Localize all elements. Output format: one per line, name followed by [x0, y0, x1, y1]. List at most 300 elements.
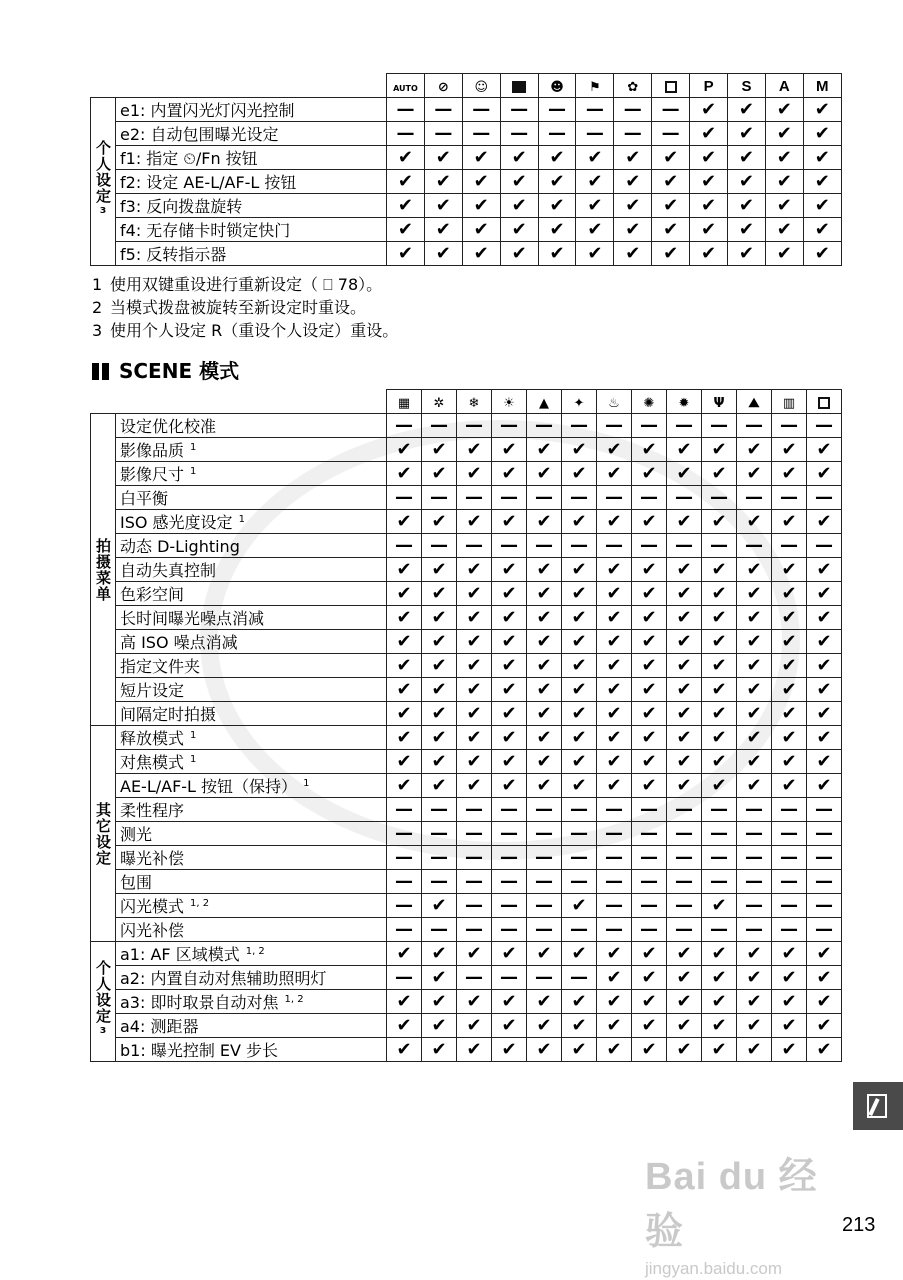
row-label	[116, 726, 387, 750]
check-mark-icon: ✔	[562, 774, 597, 798]
mode-header-cell	[702, 390, 737, 414]
check-mark-icon: ✔	[702, 606, 737, 630]
mode-header-cell	[424, 74, 462, 98]
check-mark-icon: ✔	[807, 510, 842, 534]
group-label: 拍摄菜单	[91, 414, 116, 726]
check-mark-icon: ✔	[422, 750, 457, 774]
dash-mark: —	[492, 894, 527, 918]
check-mark-icon: ✔	[457, 990, 492, 1014]
check-mark-icon: ✔	[387, 1038, 422, 1062]
dash-mark: —	[457, 534, 492, 558]
row-label-text: a4: 测距器	[120, 1017, 199, 1036]
dash-mark: —	[807, 534, 842, 558]
dash-mark: —	[807, 870, 842, 894]
dash-mark: —	[457, 918, 492, 942]
row-label-text: AE-L/AF-L 按钮（保持）	[120, 777, 298, 796]
dash-mark: —	[562, 870, 597, 894]
row-label	[116, 870, 387, 894]
mode-letter: P	[703, 78, 714, 95]
check-mark-icon: ✔	[422, 894, 457, 918]
check-mark-icon: ✔	[728, 194, 766, 218]
check-mark-icon: ✔	[492, 702, 527, 726]
dash-mark: —	[807, 822, 842, 846]
check-mark-icon: ✔	[702, 510, 737, 534]
check-mark-icon: ✔	[462, 194, 500, 218]
dash-mark: —	[632, 486, 667, 510]
top-compatibility-table	[90, 73, 842, 266]
row-label	[116, 146, 387, 170]
check-mark-icon: ✔	[387, 218, 425, 242]
group-label: 个人设定³	[91, 98, 116, 266]
check-mark-icon: ✔	[803, 146, 841, 170]
dash-mark: —	[387, 534, 422, 558]
mode-header-cell	[562, 390, 597, 414]
dash-mark: —	[457, 414, 492, 438]
check-mark-icon: ✔	[667, 582, 702, 606]
check-mark-icon: ✔	[576, 194, 614, 218]
check-mark-icon: ✔	[737, 654, 772, 678]
row-label-text: 高 ISO 噪点消减	[120, 633, 238, 652]
dash-mark: —	[457, 894, 492, 918]
check-mark-icon: ✔	[562, 606, 597, 630]
check-mark-icon: ✔	[422, 582, 457, 606]
check-mark-icon: ✔	[562, 894, 597, 918]
dash-mark: —	[597, 534, 632, 558]
table-row	[91, 918, 842, 942]
check-mark-icon: ✔	[702, 726, 737, 750]
dash-mark: —	[457, 822, 492, 846]
check-mark-icon: ✔	[737, 678, 772, 702]
dash-mark: —	[562, 846, 597, 870]
table-row	[91, 146, 842, 170]
check-mark-icon: ✔	[807, 1038, 842, 1062]
check-mark-icon: ✔	[492, 510, 527, 534]
mode-header-cell	[803, 74, 841, 98]
mode-icon: ⊘	[437, 80, 449, 95]
check-mark-icon: ✔	[538, 218, 576, 242]
dash-mark: —	[807, 894, 842, 918]
check-mark-icon: ✔	[387, 654, 422, 678]
mode-header-cell	[457, 390, 492, 414]
check-mark-icon: ✔	[527, 774, 562, 798]
dash-mark: —	[772, 534, 807, 558]
check-mark-icon: ✔	[457, 606, 492, 630]
group-label: 其它设定	[91, 726, 116, 942]
row-label	[116, 966, 387, 990]
check-mark-icon: ✔	[702, 702, 737, 726]
check-mark-icon: ✔	[462, 170, 500, 194]
dash-mark: —	[667, 918, 702, 942]
mode-header-cell	[807, 390, 842, 414]
check-mark-icon: ✔	[492, 726, 527, 750]
dash-mark: —	[737, 894, 772, 918]
check-mark-icon: ✔	[492, 558, 527, 582]
landscape-mode-icon	[512, 81, 526, 93]
check-mark-icon: ✔	[690, 122, 728, 146]
dash-mark: —	[387, 966, 422, 990]
check-mark-icon: ✔	[702, 438, 737, 462]
row-label	[116, 846, 387, 870]
check-mark-icon: ✔	[492, 438, 527, 462]
check-mark-icon: ✔	[538, 170, 576, 194]
dash-mark: —	[632, 846, 667, 870]
check-mark-icon: ✔	[457, 1038, 492, 1062]
mode-letter: A	[778, 78, 790, 95]
heading-marker-icon	[102, 363, 109, 380]
row-label	[116, 414, 387, 438]
check-mark-icon: ✔	[597, 1038, 632, 1062]
row-label	[116, 1014, 387, 1038]
check-mark-icon: ✔	[422, 1038, 457, 1062]
row-label-text: 闪光补偿	[120, 921, 185, 940]
table-row	[91, 678, 842, 702]
check-mark-icon: ✔	[492, 1038, 527, 1062]
check-mark-icon: ✔	[807, 990, 842, 1014]
check-mark-icon: ✔	[422, 726, 457, 750]
check-mark-icon: ✔	[632, 1038, 667, 1062]
check-mark-icon: ✔	[728, 170, 766, 194]
mode-icon: ✹	[678, 396, 690, 411]
check-mark-icon: ✔	[500, 146, 538, 170]
check-mark-icon: ✔	[772, 558, 807, 582]
dash-mark: —	[632, 894, 667, 918]
footnotes	[92, 273, 398, 342]
check-mark-icon: ✔	[652, 170, 690, 194]
check-mark-icon: ✔	[667, 1014, 702, 1038]
dash-mark: —	[457, 846, 492, 870]
dash-mark: —	[387, 870, 422, 894]
check-mark-icon: ✔	[772, 726, 807, 750]
row-label-text: 释放模式	[120, 729, 185, 748]
row-label-text: 色彩空间	[120, 585, 185, 604]
mode-header-cell	[422, 390, 457, 414]
mode-header-cell	[772, 390, 807, 414]
dash-mark: —	[387, 414, 422, 438]
footnote-1: 1 使用双键重设进行重新设定（ ⎕ 78）。	[92, 275, 383, 294]
check-mark-icon: ✔	[807, 678, 842, 702]
dash-mark: —	[597, 846, 632, 870]
row-label	[116, 1038, 387, 1062]
check-mark-icon: ✔	[387, 1014, 422, 1038]
check-mark-icon: ✔	[772, 438, 807, 462]
dash-mark: —	[632, 870, 667, 894]
check-mark-icon: ✔	[702, 1038, 737, 1062]
check-mark-icon: ✔	[527, 582, 562, 606]
mode-header-cell	[690, 74, 728, 98]
row-label	[116, 462, 387, 486]
check-mark-icon: ✔	[667, 942, 702, 966]
dash-mark: —	[702, 798, 737, 822]
check-mark-icon: ✔	[728, 98, 766, 122]
check-mark-icon: ✔	[597, 726, 632, 750]
check-mark-icon: ✔	[772, 990, 807, 1014]
check-mark-icon: ✔	[422, 1014, 457, 1038]
dash-mark: —	[772, 894, 807, 918]
dash-mark: —	[527, 822, 562, 846]
check-mark-icon: ✔	[702, 582, 737, 606]
dash-mark: —	[667, 534, 702, 558]
dash-mark: —	[387, 894, 422, 918]
check-mark-icon: ✔	[772, 966, 807, 990]
mode-icon: ▥	[782, 396, 796, 411]
dash-mark: —	[387, 822, 422, 846]
dash-mark: —	[424, 98, 462, 122]
check-mark-icon: ✔	[803, 218, 841, 242]
check-mark-icon: ✔	[632, 630, 667, 654]
mode-letter: S	[741, 78, 752, 95]
mode-icon: ☀	[503, 396, 515, 411]
row-label-text: f2: 设定 AE-L/AF-L 按钮	[120, 173, 297, 192]
check-mark-icon: ✔	[728, 218, 766, 242]
dash-mark: —	[424, 122, 462, 146]
dash-mark: —	[527, 534, 562, 558]
table-row	[91, 534, 842, 558]
row-label-text: 测光	[120, 825, 153, 844]
mode-header-cell	[387, 390, 422, 414]
dash-mark: —	[538, 98, 576, 122]
check-mark-icon: ✔	[597, 462, 632, 486]
check-mark-icon: ✔	[527, 606, 562, 630]
check-mark-icon: ✔	[772, 774, 807, 798]
row-label-text: 曝光补偿	[120, 849, 185, 868]
check-mark-icon: ✔	[562, 1014, 597, 1038]
check-mark-icon: ✔	[597, 702, 632, 726]
check-mark-icon: ✔	[667, 702, 702, 726]
row-label	[116, 894, 387, 918]
check-mark-icon: ✔	[457, 678, 492, 702]
check-mark-icon: ✔	[492, 462, 527, 486]
check-mark-icon: ✔	[772, 750, 807, 774]
dash-mark: —	[597, 798, 632, 822]
check-mark-icon: ✔	[387, 606, 422, 630]
mode-header-cell	[492, 390, 527, 414]
row-label-text: f1: 指定 ⏲/Fn 按钮	[120, 149, 258, 168]
row-label-text: b1: 曝光控制 EV 步长	[120, 1041, 279, 1060]
check-mark-icon: ✔	[737, 942, 772, 966]
check-mark-icon: ✔	[807, 606, 842, 630]
mode-header-cell	[500, 74, 538, 98]
dash-mark: —	[737, 798, 772, 822]
dash-mark: —	[614, 122, 652, 146]
dash-mark: —	[807, 798, 842, 822]
check-mark-icon: ✔	[562, 462, 597, 486]
check-mark-icon: ✔	[422, 654, 457, 678]
check-mark-icon: ✔	[562, 438, 597, 462]
check-mark-icon: ✔	[597, 966, 632, 990]
check-mark-icon: ✔	[702, 750, 737, 774]
chapter-tab	[853, 1082, 903, 1130]
dash-mark: —	[492, 414, 527, 438]
check-mark-icon: ✔	[527, 1038, 562, 1062]
check-mark-icon: ✔	[576, 218, 614, 242]
check-mark-icon: ✔	[667, 990, 702, 1014]
dash-mark: —	[667, 870, 702, 894]
check-mark-icon: ✔	[632, 654, 667, 678]
mode-icon: ✺	[643, 396, 655, 411]
check-mark-icon: ✔	[500, 194, 538, 218]
dash-mark: —	[562, 414, 597, 438]
check-mark-icon: ✔	[772, 606, 807, 630]
mode-header-cell	[632, 390, 667, 414]
check-mark-icon: ✔	[807, 438, 842, 462]
check-mark-icon: ✔	[597, 750, 632, 774]
dash-mark: —	[772, 846, 807, 870]
check-mark-icon: ✔	[492, 774, 527, 798]
check-mark-icon: ✔	[527, 654, 562, 678]
mode-icon: ⛰	[748, 396, 760, 411]
baidu-logo: Bai du 经验	[645, 1156, 818, 1253]
check-mark-icon: ✔	[652, 218, 690, 242]
row-label-text: f3: 反向拨盘旋转	[120, 197, 243, 216]
check-mark-icon: ✔	[597, 558, 632, 582]
dash-mark: —	[457, 966, 492, 990]
check-mark-icon: ✔	[387, 146, 425, 170]
dash-mark: —	[632, 798, 667, 822]
check-mark-icon: ✔	[457, 630, 492, 654]
check-mark-icon: ✔	[597, 582, 632, 606]
check-mark-icon: ✔	[728, 146, 766, 170]
dash-mark: —	[562, 966, 597, 990]
check-mark-icon: ✔	[667, 726, 702, 750]
check-mark-icon: ✔	[765, 170, 803, 194]
row-label	[116, 438, 387, 462]
row-label	[116, 122, 387, 146]
check-mark-icon: ✔	[422, 990, 457, 1014]
check-mark-icon: ✔	[807, 582, 842, 606]
check-mark-icon: ✔	[422, 702, 457, 726]
check-mark-icon: ✔	[614, 194, 652, 218]
check-mark-icon: ✔	[632, 966, 667, 990]
check-mark-icon: ✔	[737, 462, 772, 486]
table-header-row	[91, 390, 842, 414]
check-mark-icon: ✔	[632, 1014, 667, 1038]
dash-mark: —	[387, 486, 422, 510]
mode-icon: ✿	[627, 80, 639, 95]
table-header-row	[91, 74, 842, 98]
check-mark-icon: ✔	[538, 146, 576, 170]
check-mark-icon: ✔	[667, 462, 702, 486]
mode-icon: ♨	[608, 396, 620, 411]
check-mark-icon: ✔	[737, 702, 772, 726]
row-label-text: a1: AF 区域模式	[120, 945, 240, 964]
dash-mark: —	[702, 414, 737, 438]
footnote-ref: 1, 2	[245, 946, 265, 957]
row-label-text: a3: 即时取景自动对焦	[120, 993, 279, 1012]
check-mark-icon: ✔	[667, 630, 702, 654]
dash-mark: —	[772, 822, 807, 846]
check-mark-icon: ✔	[424, 146, 462, 170]
check-mark-icon: ✔	[803, 122, 841, 146]
row-label	[116, 98, 387, 122]
check-mark-icon: ✔	[690, 218, 728, 242]
check-mark-icon: ✔	[772, 630, 807, 654]
check-mark-icon: ✔	[422, 510, 457, 534]
dash-mark: —	[632, 534, 667, 558]
dash-mark: —	[527, 918, 562, 942]
check-mark-icon: ✔	[492, 1014, 527, 1038]
footnote-ref: 1	[238, 514, 245, 525]
row-label-text: 闪光模式	[120, 897, 185, 916]
check-mark-icon: ✔	[597, 510, 632, 534]
dash-mark: —	[737, 846, 772, 870]
mode-header-cell	[614, 74, 652, 98]
check-mark-icon: ✔	[527, 510, 562, 534]
check-mark-icon: ✔	[737, 582, 772, 606]
dash-mark: —	[807, 846, 842, 870]
check-mark-icon: ✔	[527, 678, 562, 702]
dash-mark: —	[527, 798, 562, 822]
footnote-ref: 1, 2	[190, 898, 210, 909]
dash-mark: —	[462, 98, 500, 122]
row-label	[116, 990, 387, 1014]
table-row	[91, 486, 842, 510]
check-mark-icon: ✔	[632, 726, 667, 750]
dash-mark: —	[702, 918, 737, 942]
check-mark-icon: ✔	[562, 630, 597, 654]
check-mark-icon: ✔	[387, 438, 422, 462]
check-mark-icon: ✔	[527, 558, 562, 582]
mode-icon: ✲	[433, 396, 445, 411]
check-mark-icon: ✔	[772, 942, 807, 966]
dash-mark: —	[597, 894, 632, 918]
check-mark-icon: ✔	[457, 702, 492, 726]
check-mark-icon: ✔	[702, 678, 737, 702]
dash-mark: —	[492, 798, 527, 822]
check-mark-icon: ✔	[632, 510, 667, 534]
check-mark-icon: ✔	[652, 146, 690, 170]
check-mark-icon: ✔	[527, 438, 562, 462]
dash-mark: —	[667, 822, 702, 846]
check-mark-icon: ✔	[387, 558, 422, 582]
row-label	[116, 486, 387, 510]
table-row	[91, 750, 842, 774]
footnote-3: 3 使用个人设定 R（重设个人设定）重设。	[92, 321, 399, 340]
check-mark-icon: ✔	[737, 558, 772, 582]
check-mark-icon: ✔	[457, 558, 492, 582]
check-mark-icon: ✔	[737, 1038, 772, 1062]
scene-compatibility-table	[90, 389, 842, 1062]
check-mark-icon: ✔	[576, 242, 614, 266]
check-mark-icon: ✔	[387, 630, 422, 654]
check-mark-icon: ✔	[690, 170, 728, 194]
check-mark-icon: ✔	[562, 654, 597, 678]
check-mark-icon: ✔	[807, 942, 842, 966]
check-mark-icon: ✔	[803, 98, 841, 122]
footnote-2: 2 当模式拨盘被旋转至新设定时重设。	[92, 298, 367, 317]
table-row	[91, 1014, 842, 1038]
check-mark-icon: ✔	[457, 438, 492, 462]
check-mark-icon: ✔	[527, 630, 562, 654]
check-mark-icon: ✔	[807, 774, 842, 798]
check-mark-icon: ✔	[765, 194, 803, 218]
table-row	[91, 194, 842, 218]
row-label-text: 影像尺寸	[120, 465, 185, 484]
check-mark-icon: ✔	[492, 678, 527, 702]
check-mark-icon: ✔	[614, 242, 652, 266]
dash-mark: —	[772, 798, 807, 822]
dash-mark: —	[667, 486, 702, 510]
dash-mark: —	[772, 414, 807, 438]
check-mark-icon: ✔	[457, 750, 492, 774]
check-mark-icon: ✔	[667, 558, 702, 582]
check-mark-icon: ✔	[803, 242, 841, 266]
dash-mark: —	[527, 486, 562, 510]
check-mark-icon: ✔	[387, 462, 422, 486]
row-label	[116, 822, 387, 846]
check-mark-icon: ✔	[597, 606, 632, 630]
dash-mark: —	[422, 870, 457, 894]
check-mark-icon: ✔	[562, 558, 597, 582]
